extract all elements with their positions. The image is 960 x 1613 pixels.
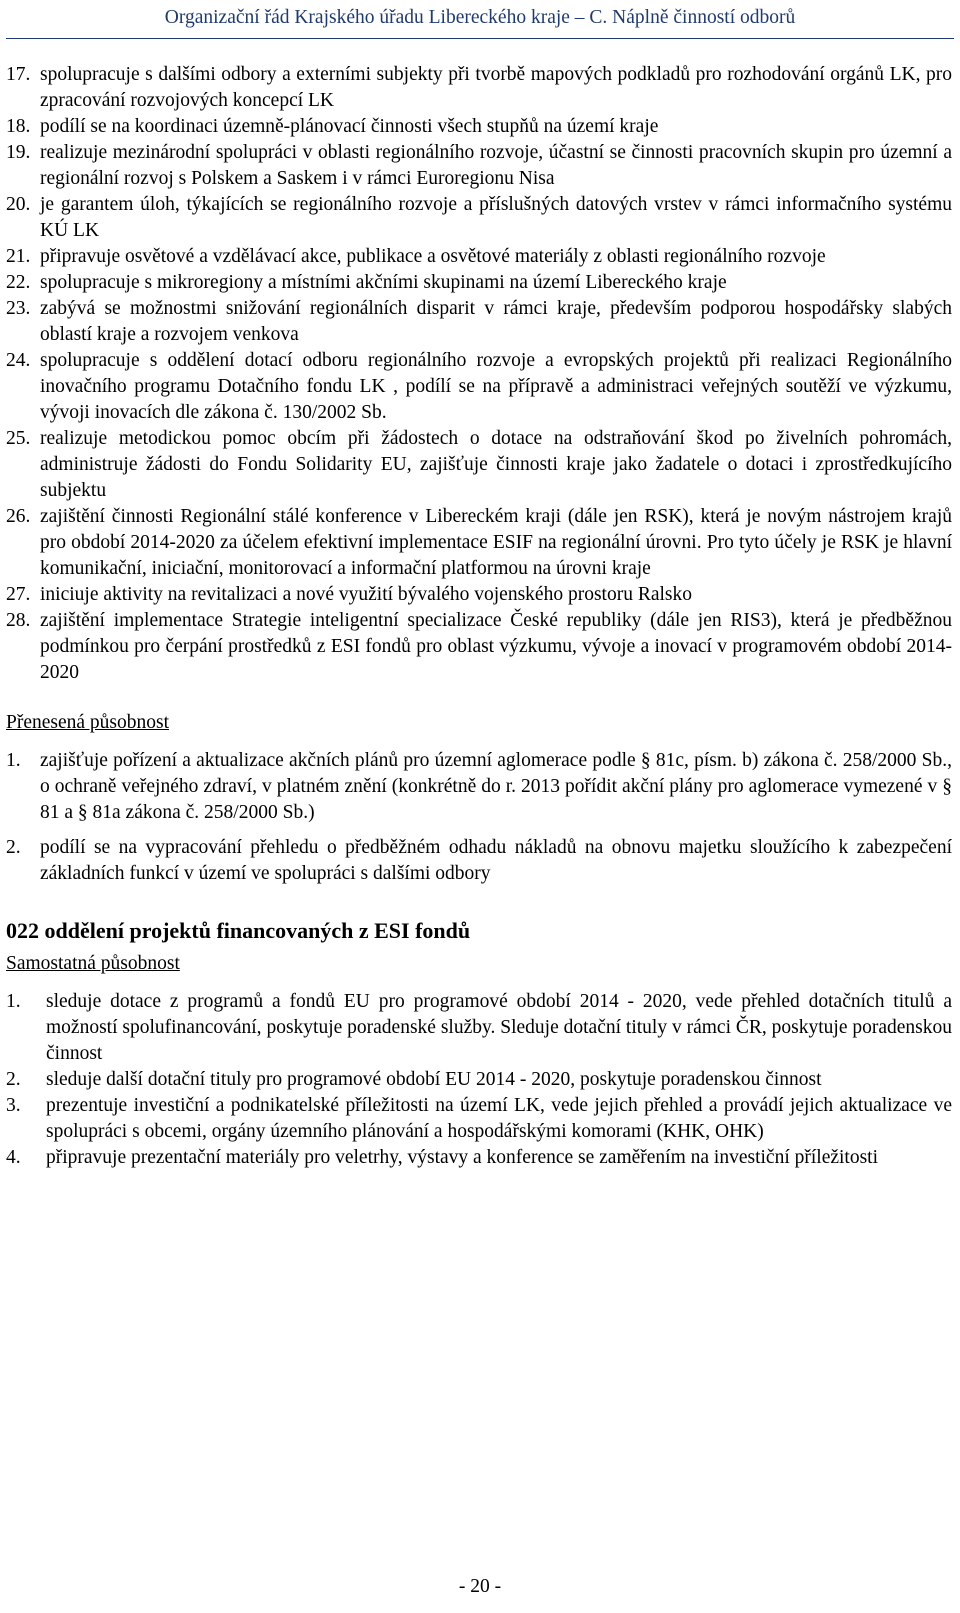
list-item	[0, 114, 960, 140]
item-number: 4.	[6, 1147, 21, 1168]
list-item	[0, 244, 960, 270]
item-number: 21.	[6, 246, 31, 267]
item-number: 24.	[6, 350, 31, 371]
list-item	[0, 582, 960, 608]
item-text: realizuje mezinárodní spolupráci v oblasti regionálního rozvoje, účastní se činnosti pracovních skupin pro územní a regionální rozvoj s Polskem a Saskem i v rámci Euroregionu Nisa	[40, 142, 952, 189]
item-text: sleduje dotace z programů a fondů EU pro programové období 2014 - 2020, vede přehled dotačních titulů a možností spolufinancování, poskytuje poradenské služby. Sleduje dotační tituly v rámci ČR, poskytuje poradenskou činnost	[46, 991, 952, 1064]
item-number: 19.	[6, 142, 31, 163]
item-number: 23.	[6, 298, 31, 319]
item-text: podílí se na vypracování přehledu o předběžném odhadu nákladů na obnovu majetku sloužícího k zabezpečení základních funkcí v území ve spolupráci s dalšími odbory	[40, 837, 952, 884]
page-content	[0, 62, 960, 1171]
item-text: připravuje prezentační materiály pro veletrhy, výstavy a konference se zaměřením na investiční příležitosti	[46, 1147, 879, 1168]
page-header	[0, 0, 960, 40]
item-number: 28.	[6, 610, 31, 631]
list-item	[0, 348, 960, 426]
item-number: 2.	[6, 837, 21, 858]
list-item	[0, 192, 960, 244]
delegated-powers-list	[0, 748, 960, 887]
list-item	[0, 1093, 960, 1145]
list-item	[0, 748, 960, 826]
independent-powers-heading: Samostatná působnost	[6, 953, 180, 974]
item-text: spolupracuje s oddělení dotací odboru regionálního rozvoje a evropských projektů při realizaci Regionálního inovačního programu Dotačního fondu LK , podílí se na přípravě a administraci veřejných soutěží ve výzkumu, vývoji inovacích dle zákona č. 130/2002 Sb.	[40, 350, 952, 423]
item-number: 25.	[6, 428, 31, 449]
list-item	[0, 1145, 960, 1171]
list-item	[0, 835, 960, 887]
list-item	[0, 608, 960, 686]
item-text: je garantem úloh, týkajících se regionálního rozvoje a příslušných datových vrstev v rámci informačního systému KÚ LK	[40, 194, 952, 241]
item-number: 3.	[6, 1095, 21, 1116]
continued-duties-list	[0, 62, 960, 686]
item-text: prezentuje investiční a podnikatelské příležitosti na území LK, vede jejich přehled a provádí jejich aktualizace ve spolupráci s obcemi, orgány územního plánování a hospodářskými komorami (KHK, OHK)	[46, 1095, 952, 1142]
item-text: realizuje metodickou pomoc obcím při žádostech o dotace na odstraňování škod po živelních pohromách, administruje žádosti do Fondu Solidarity EU, zajišťuje činnosti kraje jako žadatele o dotaci i zprostředkujícího subjektu	[40, 428, 952, 501]
item-number: 18.	[6, 116, 31, 137]
list-item	[0, 1067, 960, 1093]
list-item	[0, 426, 960, 504]
item-number: 20.	[6, 194, 31, 215]
list-item	[0, 296, 960, 348]
list-item	[0, 989, 960, 1067]
header-title: Organizační řád Krajského úřadu Libereckého kraje – C. Náplně činností odborů	[164, 7, 796, 28]
independent-powers-list	[0, 989, 960, 1171]
item-text: zajišťuje pořízení a aktualizace akčních plánů pro územní aglomerace podle § 81c, písm. b) zákona č. 258/2000 Sb., o ochraně veřejného zdraví, v platném znění (konkrétně do r. 2013 pořídit akční plány pro aglomerace vymezené v § 81 a § 81a zákona č. 258/2000 Sb.)	[40, 750, 952, 823]
item-number: 2.	[6, 1069, 21, 1090]
list-item	[0, 140, 960, 192]
section-title: 022 oddělení projektů financovaných z ESI fondů	[6, 918, 471, 943]
list-item	[0, 504, 960, 582]
delegated-powers-heading: Přenesená působnost	[6, 712, 170, 733]
item-text: zajištění činnosti Regionální stálé konference v Libereckém kraji (dále jen RSK), která je novým nástrojem krajů pro období 2014-2020 za účelem efektivní implementace ESIF na regionální úrovni. Pro tyto účely je RSK je hlavní komunikační, iniciační, monitorovací a informační platformou na úrovni kraje	[40, 506, 952, 579]
item-text: spolupracuje s mikroregiony a místními akčními skupinami na území Libereckého kraje	[40, 272, 727, 293]
item-number: 17.	[6, 64, 31, 85]
item-text: sleduje další dotační tituly pro programové období EU 2014 - 2020, poskytuje poradenskou činnost	[46, 1069, 822, 1090]
item-text: zajištění implementace Strategie inteligentní specializace České republiky (dále jen RIS3), která je předběžnou podmínkou pro čerpání prostředků z ESI fondů pro oblast výzkumu, vývoje a inovací v programovém období 2014-2020	[40, 610, 952, 683]
item-number: 1.	[6, 750, 21, 771]
item-number: 1.	[6, 991, 21, 1012]
item-text: spolupracuje s dalšími odbory a externími subjekty při tvorbě mapových podkladů pro rozhodování orgánů LK, pro zpracování rozvojových koncepcí LK	[40, 64, 952, 111]
list-item	[0, 62, 960, 114]
item-text: iniciuje aktivity na revitalizaci a nové využití bývalého vojenského prostoru Ralsko	[40, 584, 692, 605]
item-number: 27.	[6, 584, 31, 605]
page-number: - 20 -	[458, 1576, 502, 1597]
item-number: 22.	[6, 272, 31, 293]
item-text: podílí se na koordinaci územně-plánovací činnosti všech stupňů na území kraje	[40, 116, 659, 137]
item-text: připravuje osvětové a vzdělávací akce, publikace a osvětové materiály z oblasti regionálního rozvoje	[40, 246, 826, 267]
list-item	[0, 270, 960, 296]
header-divider	[6, 38, 954, 39]
item-number: 26.	[6, 506, 31, 527]
item-text: zabývá se možnostmi snižování regionálních disparit v rámci kraje, především podporou hospodářsky slabých oblastí kraje a rozvojem venkova	[40, 298, 952, 345]
